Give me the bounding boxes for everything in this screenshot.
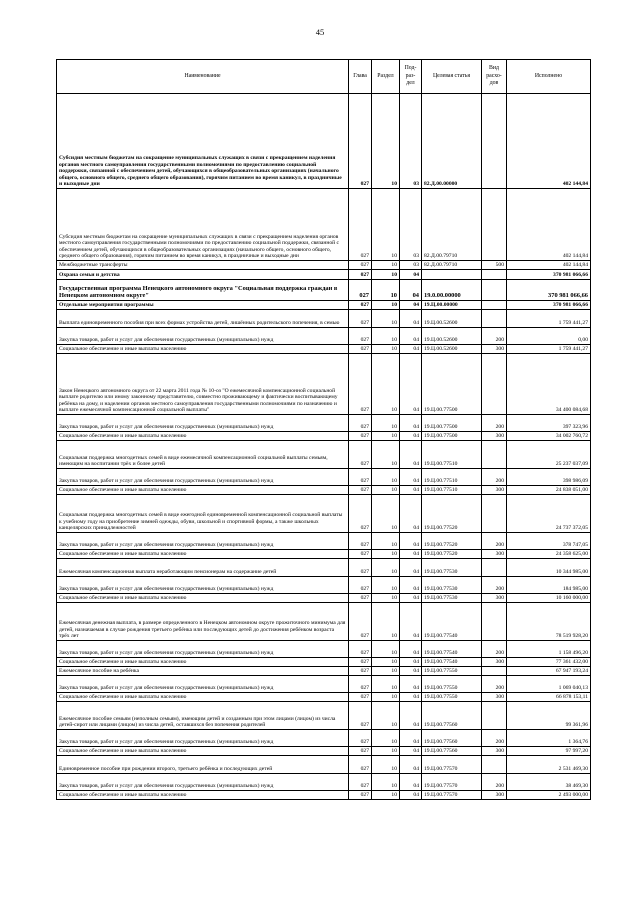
cell-name: Социальное обеспечение и иные выплаты населению xyxy=(57,747,349,756)
cell-razdel: 10 xyxy=(372,469,400,486)
cell-expense-type: 300 xyxy=(482,594,507,603)
cell-expense-type xyxy=(482,94,507,189)
cell-target-article: 19.Ц.00.77500 xyxy=(422,354,482,415)
cell-name: Единовременное пособие при рождении второго, третьего ребёнка и последующих детей xyxy=(57,756,349,774)
cell-podrazdel: 04 xyxy=(400,301,422,310)
header-expense-type xyxy=(482,60,507,94)
cell-razdel: 10 xyxy=(372,658,400,667)
cell-expense-type: 200 xyxy=(482,641,507,658)
cell-glava: 027 xyxy=(349,641,372,658)
cell-glava: 027 xyxy=(349,261,372,270)
table-row xyxy=(57,559,591,577)
cell-target-article: 19.Ц.00.77520 xyxy=(422,550,482,559)
cell-name: Закупка товаров, работ и услуг для обеспечения государственных (муниципальных) нужд xyxy=(57,676,349,693)
header-expense-type-line: Вид xyxy=(489,65,499,72)
cell-target-article: 19.Ц.00.77550 xyxy=(422,667,482,676)
cell-glava: 027 xyxy=(349,533,372,550)
cell-glava: 027 xyxy=(349,495,372,533)
cell-glava: 027 xyxy=(349,354,372,415)
cell-executed: 66 878 153,11 xyxy=(507,693,591,702)
cell-podrazdel: 04 xyxy=(400,658,422,667)
cell-name: Выплата единовременного пособия при всех формах устройства детей, лишённых родительского попечения, в семью xyxy=(57,310,349,328)
cell-name: Закупка товаров, работ и услуг для обеспечения государственных (муниципальных) нужд xyxy=(57,533,349,550)
cell-expense-type xyxy=(482,702,507,730)
table-row xyxy=(57,533,591,550)
table-row xyxy=(57,747,591,756)
cell-target-article: 19.Ц.00.77570 xyxy=(422,774,482,791)
cell-executed: 67 947 193,24 xyxy=(507,667,591,676)
cell-name: Отдельные мероприятия программы xyxy=(57,301,349,310)
cell-executed: 184 985,00 xyxy=(507,577,591,594)
cell-name: Социальное обеспечение и иные выплаты населению xyxy=(57,432,349,441)
cell-glava: 027 xyxy=(349,603,372,641)
cell-podrazdel: 03 xyxy=(400,94,422,189)
cell-name: Субсидия местным бюджетам на сокращение муниципальных служащих в связи с прекращением наделения органов местного самоуправления государственными полномочиями по предоставлению социальной поддержки, связанной с обеспечением детей, обучающихся в общеобразовательных организациях (начального общего, основного общего, среднего общего образования), горячим питанием во время каникул, в праздничные и выходные дни xyxy=(57,94,349,189)
cell-expense-type: 300 xyxy=(482,345,507,354)
cell-glava: 027 xyxy=(349,301,372,310)
cell-executed: 1 364,76 xyxy=(507,730,591,747)
cell-executed: 402 144,84 xyxy=(507,261,591,270)
cell-glava: 027 xyxy=(349,550,372,559)
cell-podrazdel: 04 xyxy=(400,577,422,594)
cell-glava: 027 xyxy=(349,486,372,495)
cell-executed: 99 361,96 xyxy=(507,702,591,730)
cell-executed: 10 160 000,00 xyxy=(507,594,591,603)
cell-target-article: 19.Ц.00.77570 xyxy=(422,756,482,774)
table-row xyxy=(57,791,591,800)
cell-expense-type: 300 xyxy=(482,658,507,667)
cell-executed: 24 358 625,00 xyxy=(507,550,591,559)
cell-executed: 24 838 051,00 xyxy=(507,486,591,495)
cell-razdel: 10 xyxy=(372,301,400,310)
cell-razdel: 10 xyxy=(372,693,400,702)
table-row xyxy=(57,658,591,667)
cell-podrazdel: 04 xyxy=(400,667,422,676)
cell-expense-type: 500 xyxy=(482,261,507,270)
header-name: Наименование xyxy=(57,60,349,94)
cell-glava: 027 xyxy=(349,693,372,702)
cell-target-article: 19.Ц.00.77520 xyxy=(422,533,482,550)
cell-glava: 027 xyxy=(349,747,372,756)
cell-expense-type: 300 xyxy=(482,791,507,800)
cell-razdel: 10 xyxy=(372,415,400,432)
cell-executed: 397 323,96 xyxy=(507,415,591,432)
cell-name: Социальное обеспечение и иные выплаты населению xyxy=(57,594,349,603)
table-header-row xyxy=(57,60,591,94)
table-row xyxy=(57,432,591,441)
cell-razdel: 10 xyxy=(372,550,400,559)
header-podrazdel-line: дел xyxy=(406,80,415,87)
header-razdel: Раздел xyxy=(372,60,400,94)
cell-name: Межбюджетные трансферты xyxy=(57,261,349,270)
cell-executed: 1 759 441,27 xyxy=(507,345,591,354)
cell-podrazdel: 04 xyxy=(400,280,422,301)
header-expense-type-line: дов xyxy=(489,80,499,87)
table-row xyxy=(57,693,591,702)
table-row xyxy=(57,550,591,559)
cell-name: Социальная поддержка многодетных семей в виде ежегодной единовременной компенсационной социальной выплаты к учебному году на приобретение зимней одежды, обуви, школьной и спортивной формы, а также школьных канцелярских принадлежностей xyxy=(57,495,349,533)
cell-podrazdel: 04 xyxy=(400,730,422,747)
cell-podrazdel: 04 xyxy=(400,328,422,345)
cell-razdel: 10 xyxy=(372,189,400,261)
table-row xyxy=(57,94,591,189)
cell-executed: 24 737 372,05 xyxy=(507,495,591,533)
cell-glava: 027 xyxy=(349,667,372,676)
cell-podrazdel: 04 xyxy=(400,641,422,658)
cell-razdel: 10 xyxy=(372,310,400,328)
cell-razdel: 10 xyxy=(372,730,400,747)
cell-executed: 402 144,84 xyxy=(507,94,591,189)
cell-glava: 027 xyxy=(349,774,372,791)
cell-podrazdel: 04 xyxy=(400,495,422,533)
cell-executed: 0,00 xyxy=(507,328,591,345)
cell-podrazdel: 03 xyxy=(400,189,422,261)
cell-expense-type: 300 xyxy=(482,486,507,495)
cell-podrazdel: 04 xyxy=(400,693,422,702)
cell-name: Охрана семьи и детства xyxy=(57,270,349,280)
cell-glava: 027 xyxy=(349,559,372,577)
cell-name: Субсидия местным бюджетам на сокращение муниципальных служащих в связи с прекращением наделения органов местного самоуправления государственными полномочиями по предоставлению социальной поддержки, связанной с обеспечением детей, обучающихся в общеобразовательных организациях (начального общего, основного общего, среднего общего образования), горячим питанием во время каникул, в праздничные и выходные дни xyxy=(57,189,349,261)
cell-podrazdel: 04 xyxy=(400,756,422,774)
cell-glava: 027 xyxy=(349,310,372,328)
cell-razdel: 10 xyxy=(372,603,400,641)
header-expense-type-line: расхо- xyxy=(486,72,502,79)
cell-razdel: 10 xyxy=(372,676,400,693)
cell-razdel: 10 xyxy=(372,667,400,676)
cell-executed: 378 747,05 xyxy=(507,533,591,550)
cell-podrazdel: 04 xyxy=(400,354,422,415)
cell-razdel: 10 xyxy=(372,559,400,577)
cell-target-article: 19.Ц.00.77560 xyxy=(422,730,482,747)
cell-executed: 370 981 066,66 xyxy=(507,301,591,310)
cell-expense-type xyxy=(482,559,507,577)
cell-razdel: 10 xyxy=(372,261,400,270)
cell-executed: 1 759 441,27 xyxy=(507,310,591,328)
cell-name: Закупка товаров, работ и услуг для обеспечения государственных (муниципальных) нужд xyxy=(57,328,349,345)
cell-podrazdel: 04 xyxy=(400,310,422,328)
cell-expense-type: 300 xyxy=(482,747,507,756)
cell-glava: 027 xyxy=(349,328,372,345)
cell-podrazdel: 04 xyxy=(400,702,422,730)
cell-razdel: 10 xyxy=(372,432,400,441)
cell-target-article: 19.Ц.00.77510 xyxy=(422,441,482,469)
table-row xyxy=(57,301,591,310)
cell-razdel: 10 xyxy=(372,702,400,730)
cell-target-article: 19.Ц.00.77530 xyxy=(422,577,482,594)
cell-target-article: 19.Ц.00.77540 xyxy=(422,641,482,658)
cell-glava: 027 xyxy=(349,270,372,280)
cell-name: Социальное обеспечение и иные выплаты населению xyxy=(57,486,349,495)
cell-razdel: 10 xyxy=(372,270,400,280)
cell-podrazdel: 04 xyxy=(400,747,422,756)
cell-razdel: 10 xyxy=(372,594,400,603)
cell-target-article: 19.Ц.00.77520 xyxy=(422,495,482,533)
cell-razdel: 10 xyxy=(372,345,400,354)
cell-name: Ежемесячная компенсационная выплата неработающим пенсионерам на содержание детей xyxy=(57,559,349,577)
table-row xyxy=(57,594,591,603)
header-podrazdel xyxy=(400,60,422,94)
cell-razdel: 10 xyxy=(372,791,400,800)
cell-expense-type: 300 xyxy=(482,432,507,441)
cell-target-article: 82.Д.00.79710 xyxy=(422,189,482,261)
cell-executed: 1 069 040,13 xyxy=(507,676,591,693)
cell-expense-type xyxy=(482,603,507,641)
cell-executed: 38 469,30 xyxy=(507,774,591,791)
table-row xyxy=(57,345,591,354)
cell-name: Ежемесячная денежная выплата, в размере определенного в Ненецком автономном округе прожиточного минимума для детей, назначаемая в случае рождения третьего ребёнка или последующих детей до достижения ребёнком возраста трёх лет xyxy=(57,603,349,641)
cell-expense-type xyxy=(482,189,507,261)
cell-executed: 34 002 760,72 xyxy=(507,432,591,441)
cell-razdel: 10 xyxy=(372,354,400,415)
cell-executed: 25 237 037,09 xyxy=(507,441,591,469)
table-row xyxy=(57,441,591,469)
cell-target-article: 82.Д.00.79710 xyxy=(422,261,482,270)
cell-razdel: 10 xyxy=(372,280,400,301)
cell-expense-type: 200 xyxy=(482,415,507,432)
cell-glava: 027 xyxy=(349,730,372,747)
cell-razdel: 10 xyxy=(372,94,400,189)
cell-glava: 027 xyxy=(349,791,372,800)
cell-target-article: 19.Ц.00.77510 xyxy=(422,486,482,495)
cell-target-article: 19.Ц.00.77510 xyxy=(422,469,482,486)
table-row xyxy=(57,730,591,747)
cell-podrazdel: 04 xyxy=(400,469,422,486)
cell-glava: 027 xyxy=(349,441,372,469)
table-row xyxy=(57,280,591,301)
cell-executed: 370 981 066,66 xyxy=(507,270,591,280)
cell-target-article: 19.Ц.00.77570 xyxy=(422,791,482,800)
cell-name: Социальная поддержка многодетных семей в виде ежемесячной компенсационной социальной выплаты семьям, имеющим на воспитании трёх и более детей xyxy=(57,441,349,469)
cell-target-article: 19.Ц.00.52600 xyxy=(422,310,482,328)
cell-target-article xyxy=(422,270,482,280)
cell-expense-type: 200 xyxy=(482,577,507,594)
cell-name: Закупка товаров, работ и услуг для обеспечения государственных (муниципальных) нужд xyxy=(57,415,349,432)
cell-executed: 97 997,20 xyxy=(507,747,591,756)
table-row xyxy=(57,354,591,415)
cell-razdel: 10 xyxy=(372,756,400,774)
cell-razdel: 10 xyxy=(372,441,400,469)
cell-expense-type: 300 xyxy=(482,693,507,702)
cell-executed: 34 400 084,68 xyxy=(507,354,591,415)
cell-name: Социальное обеспечение и иные выплаты населению xyxy=(57,550,349,559)
cell-target-article: 19.Ц.00.77530 xyxy=(422,594,482,603)
header-executed: Исполнено xyxy=(507,60,591,94)
cell-expense-type: 300 xyxy=(482,550,507,559)
table-row xyxy=(57,469,591,486)
cell-razdel: 10 xyxy=(372,774,400,791)
cell-expense-type xyxy=(482,270,507,280)
cell-name: Закупка товаров, работ и услуг для обеспечения государственных (муниципальных) нужд xyxy=(57,641,349,658)
page-number: 45 xyxy=(315,27,325,37)
cell-razdel: 10 xyxy=(372,495,400,533)
cell-podrazdel: 04 xyxy=(400,594,422,603)
cell-executed: 398 986,09 xyxy=(507,469,591,486)
cell-expense-type: 200 xyxy=(482,533,507,550)
cell-name: Социальное обеспечение и иные выплаты населению xyxy=(57,345,349,354)
cell-target-article: 19.Ц.00.77500 xyxy=(422,432,482,441)
cell-target-article: 82.Д.00.00000 xyxy=(422,94,482,189)
table-body xyxy=(57,94,591,800)
cell-podrazdel: 04 xyxy=(400,415,422,432)
cell-target-article: 19.0.00.00000 xyxy=(422,280,482,301)
table-row xyxy=(57,774,591,791)
table-row xyxy=(57,702,591,730)
cell-glava: 027 xyxy=(349,432,372,441)
cell-name: Социальное обеспечение и иные выплаты населению xyxy=(57,693,349,702)
cell-expense-type: 200 xyxy=(482,469,507,486)
cell-glava: 027 xyxy=(349,469,372,486)
cell-target-article: 19.Ц.00.77560 xyxy=(422,702,482,730)
cell-razdel: 10 xyxy=(372,486,400,495)
cell-podrazdel: 04 xyxy=(400,550,422,559)
cell-podrazdel: 04 xyxy=(400,441,422,469)
cell-expense-type xyxy=(482,310,507,328)
cell-executed: 2 493 000,00 xyxy=(507,791,591,800)
cell-podrazdel: 04 xyxy=(400,486,422,495)
cell-glava: 027 xyxy=(349,280,372,301)
cell-executed: 402 144,84 xyxy=(507,189,591,261)
cell-podrazdel: 03 xyxy=(400,261,422,270)
table-row xyxy=(57,189,591,261)
table-row xyxy=(57,310,591,328)
table-row xyxy=(57,261,591,270)
cell-glava: 027 xyxy=(349,345,372,354)
cell-podrazdel: 04 xyxy=(400,676,422,693)
cell-expense-type xyxy=(482,441,507,469)
cell-target-article: 19.Ц.00.00000 xyxy=(422,301,482,310)
cell-target-article: 19.Ц.00.77530 xyxy=(422,559,482,577)
table-row xyxy=(57,603,591,641)
cell-podrazdel: 04 xyxy=(400,345,422,354)
cell-glava: 027 xyxy=(349,415,372,432)
cell-target-article: 19.Ц.00.52600 xyxy=(422,328,482,345)
header-target-article: Целевая статья xyxy=(422,60,482,94)
cell-expense-type: 200 xyxy=(482,676,507,693)
cell-target-article: 19.Ц.00.77540 xyxy=(422,603,482,641)
table-row xyxy=(57,328,591,345)
cell-podrazdel: 04 xyxy=(400,791,422,800)
cell-expense-type xyxy=(482,495,507,533)
table-row xyxy=(57,577,591,594)
cell-target-article: 19.Ц.00.77560 xyxy=(422,747,482,756)
cell-podrazdel: 04 xyxy=(400,774,422,791)
cell-expense-type xyxy=(482,667,507,676)
table-row xyxy=(57,270,591,280)
cell-expense-type xyxy=(482,354,507,415)
cell-target-article: 19.Ц.00.77540 xyxy=(422,658,482,667)
cell-executed: 2 531 469,30 xyxy=(507,756,591,774)
cell-executed: 370 981 066,66 xyxy=(507,280,591,301)
cell-executed: 77 361 432,00 xyxy=(507,658,591,667)
cell-target-article: 19.Ц.00.52600 xyxy=(422,345,482,354)
cell-glava: 027 xyxy=(349,189,372,261)
cell-glava: 027 xyxy=(349,94,372,189)
cell-executed: 78 519 928,20 xyxy=(507,603,591,641)
cell-glava: 027 xyxy=(349,577,372,594)
table-row xyxy=(57,415,591,432)
cell-name: Государственная программа Ненецкого автономного округа "Социальная поддержка граждан в Ненецком автономном округе" xyxy=(57,280,349,301)
header-podrazdel-line: Под- xyxy=(404,65,417,72)
cell-podrazdel: 04 xyxy=(400,432,422,441)
cell-target-article: 19.Ц.00.77550 xyxy=(422,693,482,702)
cell-razdel: 10 xyxy=(372,533,400,550)
cell-glava: 027 xyxy=(349,702,372,730)
cell-executed: 10 344 985,00 xyxy=(507,559,591,577)
cell-podrazdel: 04 xyxy=(400,603,422,641)
cell-podrazdel: 04 xyxy=(400,533,422,550)
cell-razdel: 10 xyxy=(372,641,400,658)
table-row xyxy=(57,495,591,533)
cell-razdel: 10 xyxy=(372,577,400,594)
cell-name: Закон Ненецкого автономного округа от 22 марта 2011 года № 10-оз "О ежемесячной компенсационной социальной выплате родителю или иному законному представителю, совместно проживающему и фактически воспитывающему ребёнка на дому, и наделении органов местного самоуправления государственными полномочиями по назначению и выплате ежемесячной компенсационной социальной выплаты" xyxy=(57,354,349,415)
cell-podrazdel: 04 xyxy=(400,270,422,280)
cell-expense-type: 200 xyxy=(482,730,507,747)
table-row xyxy=(57,641,591,658)
table-row xyxy=(57,667,591,676)
cell-name: Ежемесячное пособие на ребёнка xyxy=(57,667,349,676)
table-row xyxy=(57,756,591,774)
cell-target-article: 19.Ц.00.77500 xyxy=(422,415,482,432)
cell-name: Ежемесячное пособие семьям (неполным семьям), имеющим детей и созданным при этом лицами (лицом) из числа детей-сирот или лицами (лицом) из числа детей, оставшихся без попечения родителей xyxy=(57,702,349,730)
cell-expense-type xyxy=(482,301,507,310)
cell-glava: 027 xyxy=(349,756,372,774)
header-glava: Глава xyxy=(349,60,372,94)
cell-expense-type xyxy=(482,756,507,774)
cell-expense-type xyxy=(482,280,507,301)
cell-razdel: 10 xyxy=(372,747,400,756)
cell-glava: 027 xyxy=(349,658,372,667)
header-podrazdel-line: раз- xyxy=(405,72,416,79)
cell-executed: 1 158 496,20 xyxy=(507,641,591,658)
cell-name: Социальное обеспечение и иные выплаты населению xyxy=(57,658,349,667)
budget-table xyxy=(56,59,591,800)
cell-razdel: 10 xyxy=(372,328,400,345)
table-row xyxy=(57,486,591,495)
cell-target-article: 19.Ц.00.77550 xyxy=(422,676,482,693)
table-row xyxy=(57,676,591,693)
cell-glava: 027 xyxy=(349,676,372,693)
cell-name: Закупка товаров, работ и услуг для обеспечения государственных (муниципальных) нужд xyxy=(57,774,349,791)
cell-name: Социальное обеспечение и иные выплаты населению xyxy=(57,791,349,800)
cell-name: Закупка товаров, работ и услуг для обеспечения государственных (муниципальных) нужд xyxy=(57,469,349,486)
cell-expense-type: 200 xyxy=(482,328,507,345)
cell-name: Закупка товаров, работ и услуг для обеспечения государственных (муниципальных) нужд xyxy=(57,730,349,747)
cell-glava: 027 xyxy=(349,594,372,603)
cell-name: Закупка товаров, работ и услуг для обеспечения государственных (муниципальных) нужд xyxy=(57,577,349,594)
cell-podrazdel: 04 xyxy=(400,559,422,577)
cell-expense-type: 200 xyxy=(482,774,507,791)
